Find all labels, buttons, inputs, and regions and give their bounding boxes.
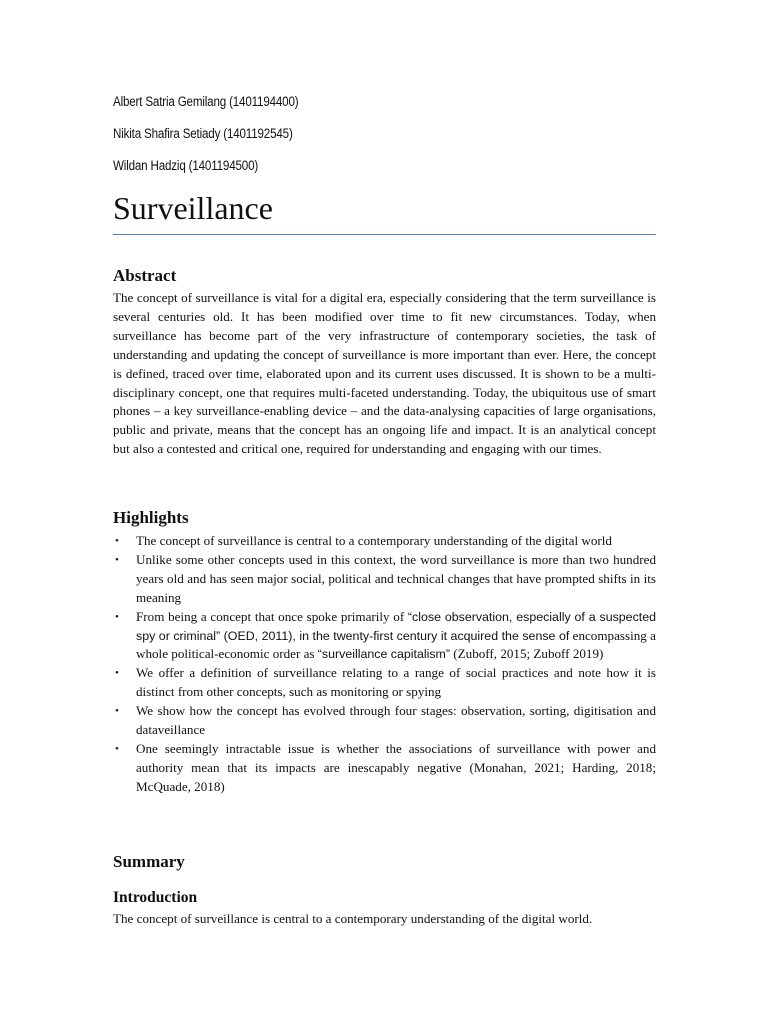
introduction-text: The concept of surveillance is central to a contemporary understanding of the digital world. (113, 911, 593, 926)
introduction-heading: Introduction (113, 889, 198, 906)
abstract-text: The concept of surveillance is vital for a digital era, especially considering that the term surveillance is several centuries old. It has been modified over time to fit new circumstances. Today, when surveillance has become part of the very infrastructure of contemporary societies, the task of understanding and updating the concept of surveillance is more important than ever. Here, the concept is defined, traced over time, elaborated upon and its current uses discussed. It is shown to be a multi-disciplinary concept, one that requires multi-faceted understanding. Today, the ubiquitous use of smart phones – a key surveillance-enabling device – and the data-analysing capacities of large organisations, public and private, means that the concept has an ongoing life and impact. It is an analytical concept but also a contested and critical one, required for understanding and engaging with our times. (113, 290, 656, 457)
list-item (113, 608, 656, 665)
document-title: Surveillance (113, 190, 273, 226)
author-line: Nikita Shafira Setiady (1401192545) (113, 126, 293, 141)
bullet-icon: • (115, 610, 119, 623)
bullet-icon: • (115, 553, 119, 566)
author-line: Wildan Hadziq (1401194500) (113, 158, 259, 173)
highlights-list (113, 532, 656, 797)
highlights-heading: Highlights (113, 508, 189, 527)
list-item (113, 664, 656, 702)
summary-heading: Summary (113, 852, 185, 871)
quoted-definition: “close observation, especially of a suspected spy or criminal” (OED, 2011), in the twenty-first century it acquired the sense of (136, 609, 656, 643)
list-item-text: From being a concept that once spoke primarily of (136, 608, 408, 624)
author-line: Albert Satria Gemilang (1401194400) (113, 94, 299, 109)
title-underline (113, 234, 656, 235)
list-item (113, 551, 656, 608)
list-item-text: The concept of surveillance is central to a contemporary understanding of the digital world (136, 533, 612, 548)
list-item-text: We show how the concept has evolved through four stages: observation, sorting, digitisation and dataveillance (136, 703, 656, 738)
list-item-text: (Zuboff, 2015; Zuboff 2019) (450, 646, 604, 662)
list-item-text: Unlike some other concepts used in this context, the word surveillance is more than two hundred years old and has seen major social, political and technical changes that have prompted shifts in its meaning (136, 551, 656, 605)
bullet-icon: • (115, 667, 119, 680)
bullet-icon: • (115, 535, 119, 547)
bullet-icon: • (115, 705, 119, 718)
bullet-icon: • (115, 742, 119, 755)
list-item (113, 702, 656, 740)
quoted-term: “surveillance capitalism” (317, 647, 451, 662)
list-item (113, 532, 656, 551)
list-item (113, 740, 656, 797)
list-item-text: One seemingly intractable issue is whether the associations of surveillance with power and authority mean that its impacts are inescapably negative (Monahan, 2021; Harding, 2018; McQuade, 2018) (136, 740, 656, 794)
abstract-heading: Abstract (113, 266, 177, 285)
list-item-text: encompassing a whole political-economic order as (136, 627, 656, 662)
list-item-text: We offer a definition of surveillance relating to a range of social practices and note how it is distinct from other concepts, such as monitoring or spying (136, 665, 656, 700)
